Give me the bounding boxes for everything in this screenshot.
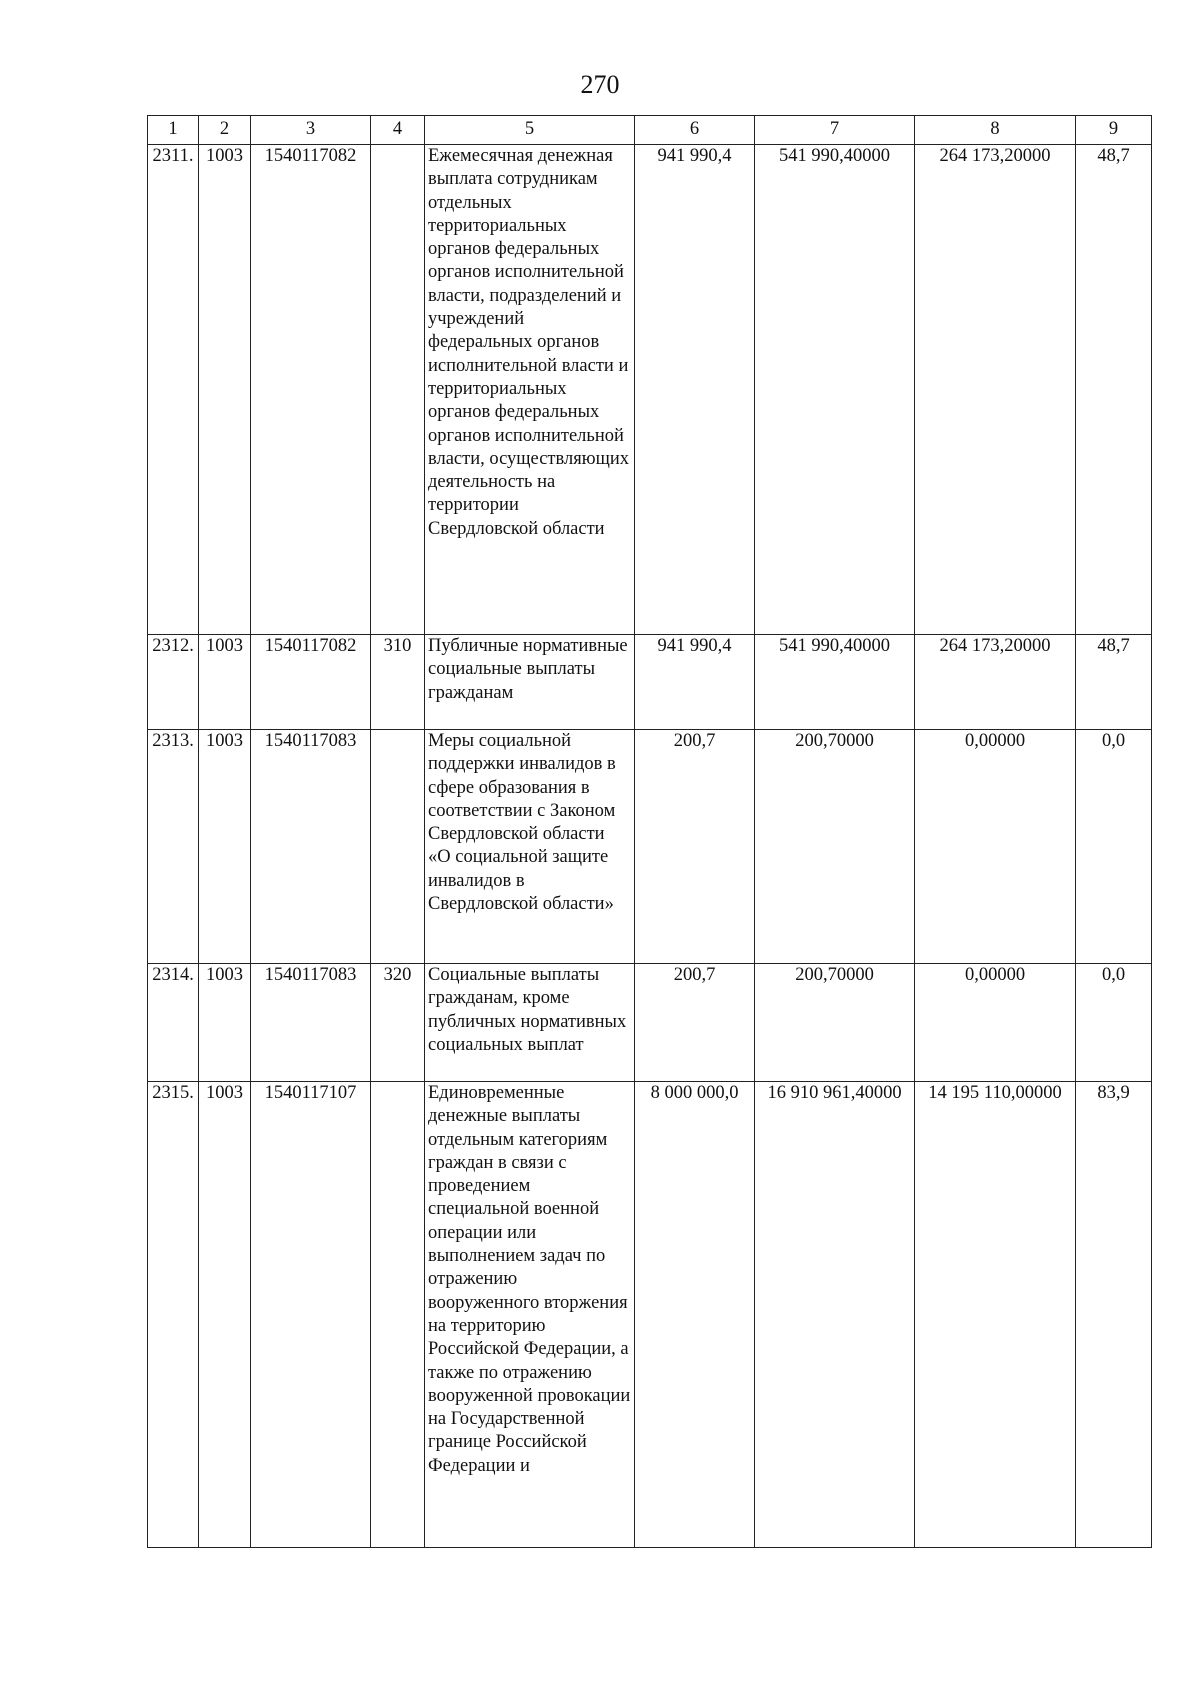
planned-amount: 200,7: [635, 730, 755, 964]
executed-amount: 264 173,20000: [915, 145, 1076, 635]
execution-percent: 0,0: [1076, 964, 1152, 1082]
column-header: 7: [755, 116, 915, 145]
executed-amount: 14 195 110,00000: [915, 1082, 1076, 1548]
execution-percent: 48,7: [1076, 635, 1152, 730]
executed-amount: 264 173,20000: [915, 635, 1076, 730]
description: Социальные выплаты гражданам, кроме публичных нормативных социальных выплат: [425, 964, 635, 1082]
row-number: 2315.: [148, 1082, 199, 1548]
table-row: [148, 635, 1152, 730]
section-code: 1003: [199, 145, 251, 635]
column-header: 9: [1076, 116, 1152, 145]
type-code: [371, 1082, 425, 1548]
target-code: 1540117082: [251, 635, 371, 730]
column-header: 4: [371, 116, 425, 145]
header-row: [148, 116, 1152, 145]
section-code: 1003: [199, 964, 251, 1082]
executed-amount: 0,00000: [915, 964, 1076, 1082]
column-header: 3: [251, 116, 371, 145]
type-code: [371, 730, 425, 964]
execution-percent: 48,7: [1076, 145, 1152, 635]
table-row: [148, 730, 1152, 964]
type-code: 320: [371, 964, 425, 1082]
updated-amount: 541 990,40000: [755, 635, 915, 730]
description: Единовременные денежные выплаты отдельным категориям граждан в связи с проведением специальной военной операции или выполнением задач по отражению вооруженного вторжения на территорию Российской Федерации, а также по отражению вооруженной провокации на Государственной границе Российской Федерации и: [425, 1082, 635, 1548]
planned-amount: 200,7: [635, 964, 755, 1082]
table-row: [148, 145, 1152, 635]
table-row: [148, 1082, 1152, 1548]
target-code: 1540117107: [251, 1082, 371, 1548]
description: Ежемесячная денежная выплата сотрудникам отдельных территориальных органов федеральных органов исполнительной власти, подразделений и учреждений федеральных органов исполнительной власти и территориальных органов федеральных органов исполнительной власти, осуществляющих деятельность на территории Свердловской области: [425, 145, 635, 635]
planned-amount: 941 990,4: [635, 145, 755, 635]
budget-table: [147, 115, 1152, 1548]
target-code: 1540117082: [251, 145, 371, 635]
row-number: 2313.: [148, 730, 199, 964]
target-code: 1540117083: [251, 730, 371, 964]
type-code: [371, 145, 425, 635]
section-code: 1003: [199, 730, 251, 964]
column-header: 1: [148, 116, 199, 145]
section-code: 1003: [199, 635, 251, 730]
type-code: 310: [371, 635, 425, 730]
planned-amount: 8 000 000,0: [635, 1082, 755, 1548]
updated-amount: 16 910 961,40000: [755, 1082, 915, 1548]
updated-amount: 541 990,40000: [755, 145, 915, 635]
planned-amount: 941 990,4: [635, 635, 755, 730]
column-header: 8: [915, 116, 1076, 145]
updated-amount: 200,70000: [755, 964, 915, 1082]
execution-percent: 0,0: [1076, 730, 1152, 964]
row-number: 2314.: [148, 964, 199, 1082]
updated-amount: 200,70000: [755, 730, 915, 964]
table-row: [148, 964, 1152, 1082]
column-header: 2: [199, 116, 251, 145]
executed-amount: 0,00000: [915, 730, 1076, 964]
column-header: 6: [635, 116, 755, 145]
column-header: 5: [425, 116, 635, 145]
execution-percent: 83,9: [1076, 1082, 1152, 1548]
target-code: 1540117083: [251, 964, 371, 1082]
section-code: 1003: [199, 1082, 251, 1548]
description: Публичные нормативные социальные выплаты гражданам: [425, 635, 635, 730]
row-number: 2312.: [148, 635, 199, 730]
page-number: 270: [580, 70, 620, 99]
row-number: 2311.: [148, 145, 199, 635]
description: Меры социальной поддержки инвалидов в сфере образования в соответствии с Законом Свердловской области «О социальной защите инвалидов в Свердловской области»: [425, 730, 635, 964]
